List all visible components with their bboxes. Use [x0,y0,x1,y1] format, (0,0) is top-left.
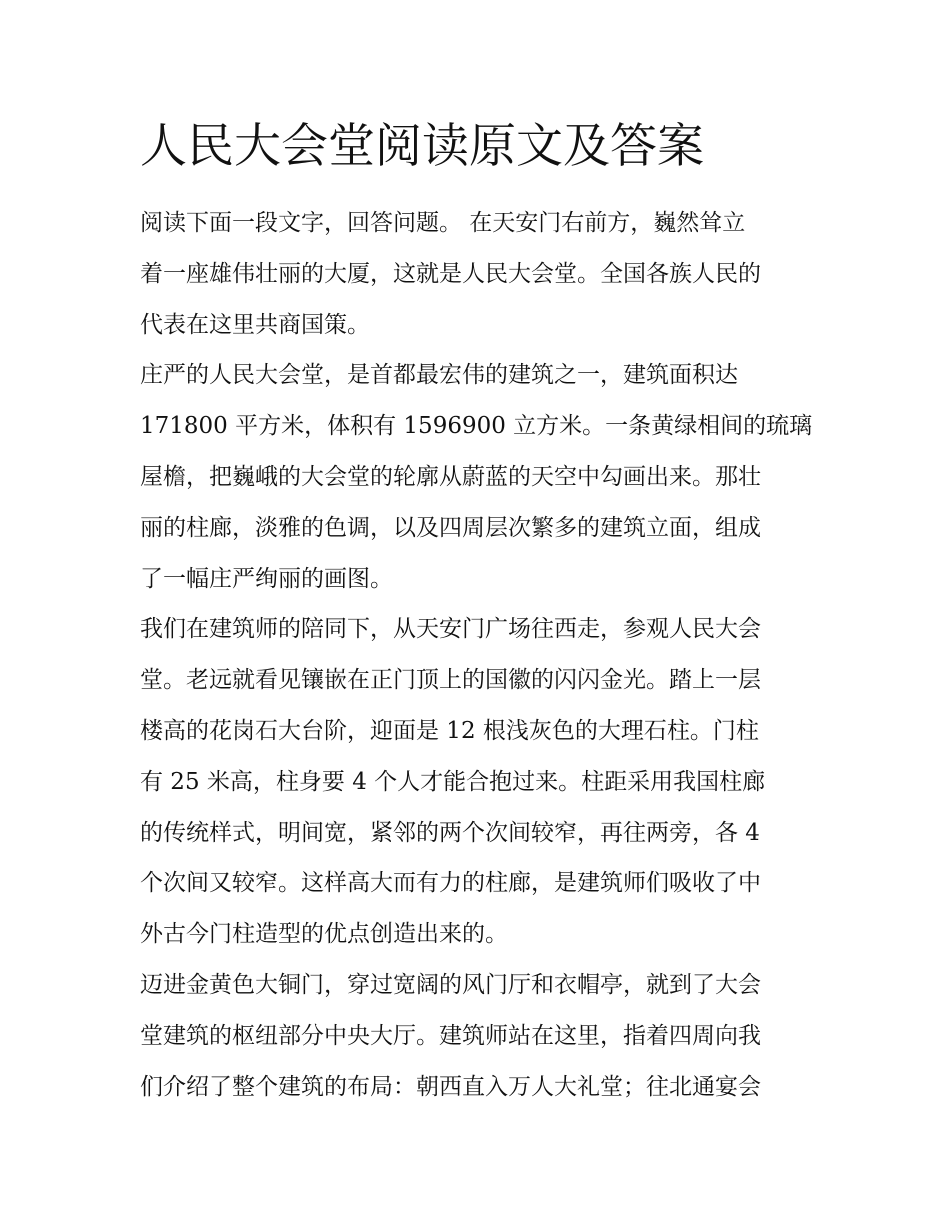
text-line: 堂。老远就看见镶嵌在正门顶上的国徽的闪闪金光。踏上一层 [140,667,761,694]
text-line: 堂建筑的枢纽部分中央大厅。建筑师站在这里，指着四周向我 [140,1022,761,1049]
text-line: 代表在这里共商国策。 [140,311,370,338]
text-line: 的传统样式，明间宽，紧邻的两个次间较窄，再往两旁，各 4 [140,819,760,846]
text-line: 着一座雄伟壮丽的大厦，这就是人民大会堂。全国各族人民的 [140,260,761,287]
text-line: 有 25 米高，柱身要 4 个人才能合抱过来。柱距采用我国柱廊 [140,768,766,795]
text-line: 楼高的花岗石大台阶，迎面是 12 根浅灰色的大理石柱。门柱 [140,717,759,744]
text-line: 庄严的人民大会堂，是首都最宏伟的建筑之一，建筑面积达 [140,362,738,389]
text-line: 外古今门柱造型的优点创造出来的。 [140,921,508,948]
document-body [140,198,812,1112]
text-line: 屋檐，把巍峨的大会堂的轮廓从蔚蓝的天空中勾画出来。那壮 [140,463,761,490]
text-line: 丽的柱廊，淡雅的色调，以及四周层次繁多的建筑立面，组成 [140,514,761,541]
text-line: 171800 平方米，体积有 1596900 立方米。一条黄绿相间的琉璃 [140,413,812,440]
text-line: 迈进金黄色大铜门，穿过宽阔的风门厅和衣帽亭，就到了大会 [140,971,761,998]
text-line: 我们在建筑师的陪同下，从天安门广场往西走，参观人民大会 [140,616,761,643]
text-line: 们介绍了整个建筑的布局：朝西直入万人大礼堂；往北通宴会 [140,1073,761,1100]
text-line: 阅读下面一段文字，回答问题。 在天安门右前方，巍然耸立 [140,210,746,236]
text-line: 了一幅庄严绚丽的画图。 [140,565,393,592]
text-line: 个次间又较窄。这样高大而有力的柱廊，是建筑师们吸收了中 [140,870,761,897]
document-title: 人民大会堂阅读原文及答案 [140,119,704,174]
